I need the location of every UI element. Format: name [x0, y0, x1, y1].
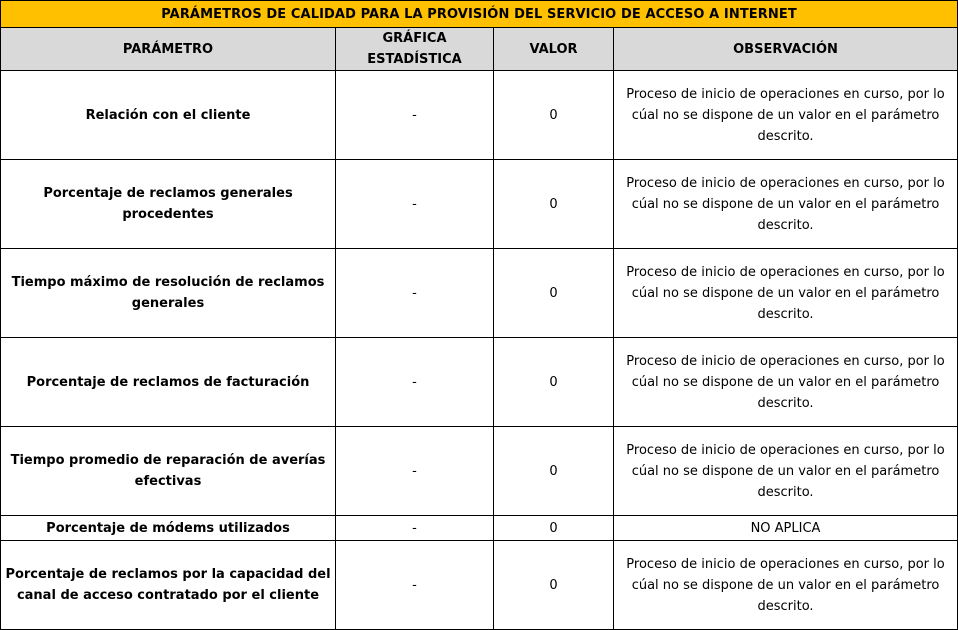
grafica-cell: - — [336, 160, 494, 249]
grafica-cell: - — [336, 516, 494, 541]
observacion-cell: Proceso de inicio de operaciones en curso, por lo cúal no se dispone de un valor en el parámetro descrito. — [614, 427, 958, 516]
table-row — [1, 249, 958, 338]
observacion-cell: Proceso de inicio de operaciones en curso, por lo cúal no se dispone de un valor en el parámetro descrito. — [614, 249, 958, 338]
table-row — [1, 516, 958, 541]
table-row — [1, 160, 958, 249]
parametro-cell: Tiempo máximo de resolución de reclamos generales — [1, 249, 336, 338]
valor-cell: 0 — [494, 71, 614, 160]
valor-cell: 0 — [494, 338, 614, 427]
grafica-cell: - — [336, 71, 494, 160]
observacion-cell: Proceso de inicio de operaciones en curso, por lo cúal no se dispone de un valor en el parámetro descrito. — [614, 541, 958, 630]
table-row — [1, 541, 958, 630]
header-row — [1, 28, 958, 71]
observacion-cell: NO APLICA — [614, 516, 958, 541]
parametro-cell: Tiempo promedio de reparación de averías efectivas — [1, 427, 336, 516]
table-row — [1, 71, 958, 160]
observacion-cell: Proceso de inicio de operaciones en curso, por lo cúal no se dispone de un valor en el parámetro descrito. — [614, 71, 958, 160]
valor-cell: 0 — [494, 427, 614, 516]
grafica-cell: - — [336, 249, 494, 338]
parametro-cell: Porcentaje de reclamos generales procedentes — [1, 160, 336, 249]
valor-cell: 0 — [494, 249, 614, 338]
table-title: PARÁMETROS DE CALIDAD PARA LA PROVISIÓN DEL SERVICIO DE ACCESO A INTERNET — [1, 1, 958, 28]
parametro-cell: Porcentaje de módems utilizados — [1, 516, 336, 541]
valor-cell: 0 — [494, 516, 614, 541]
observacion-cell: Proceso de inicio de operaciones en curso, por lo cúal no se dispone de un valor en el parámetro descrito. — [614, 160, 958, 249]
parametro-cell: Porcentaje de reclamos de facturación — [1, 338, 336, 427]
parametro-cell: Relación con el cliente — [1, 71, 336, 160]
header-valor: VALOR — [494, 28, 614, 71]
table-row — [1, 338, 958, 427]
header-parametro: PARÁMETRO — [1, 28, 336, 71]
grafica-cell: - — [336, 338, 494, 427]
valor-cell: 0 — [494, 160, 614, 249]
table-row — [1, 427, 958, 516]
header-observacion: OBSERVACIÓN — [614, 28, 958, 71]
parametro-cell: Porcentaje de reclamos por la capacidad del canal de acceso contratado por el cliente — [1, 541, 336, 630]
header-grafica: GRÁFICA ESTADÍSTICA — [336, 28, 494, 71]
grafica-cell: - — [336, 427, 494, 516]
title-row — [1, 1, 958, 28]
grafica-cell: - — [336, 541, 494, 630]
valor-cell: 0 — [494, 541, 614, 630]
observacion-cell: Proceso de inicio de operaciones en curso, por lo cúal no se dispone de un valor en el parámetro descrito. — [614, 338, 958, 427]
